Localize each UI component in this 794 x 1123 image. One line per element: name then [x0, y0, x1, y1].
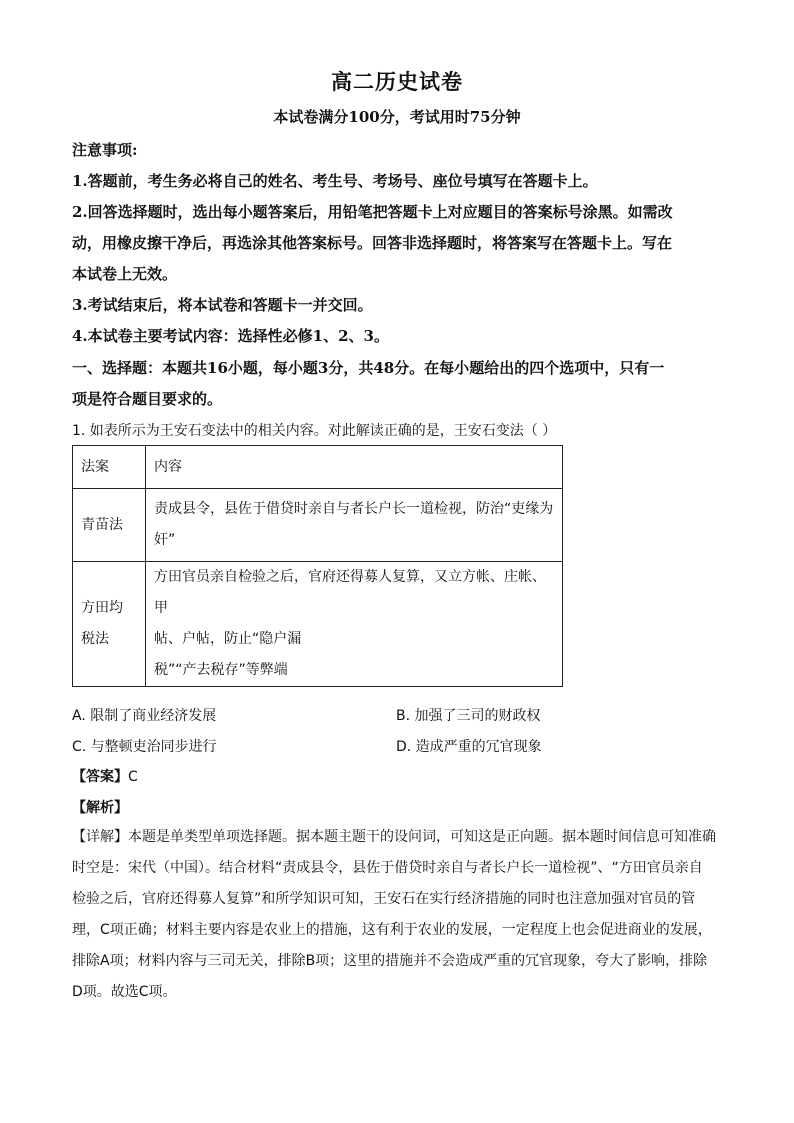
detail-line: 时空是：宋代（中国）。结合材料“责成县令，县佐于借贷时亲自与者长户长一道检视”、“方田官员亲自 — [72, 860, 703, 876]
notice-line-1: 1.答题前，考生务必将自己的姓名、考生号、考场号、座位号填写在答题卡上。 — [72, 172, 598, 190]
page-subtitle: 本试卷满分100分，考试用时75分钟 — [273, 108, 521, 126]
content-line: 税”“产去税存”等弊端 — [154, 662, 288, 678]
detail-line: D项。故选C项。 — [72, 984, 177, 1000]
table-cell-law — [73, 562, 146, 687]
notice-line-3: 动，用橡皮擦干净后，再选涂其他答案标号。回答非选择题时，将答案写在答题卡上。写在 — [72, 234, 673, 252]
notice-line-6: 4.本试卷主要考试内容：选择性必修1、2、3。 — [72, 327, 389, 345]
law-name-line: 税法 — [81, 631, 109, 647]
option-b[interactable]: B. 加强了三司的财政权 — [396, 708, 541, 724]
option-d[interactable]: D. 造成严重的冗官现象 — [396, 739, 542, 755]
section-heading-line-1: 一、选择题：本题共16小题，每小题3分，共48分。在每小题给出的四个选项中，只有一 — [72, 359, 665, 377]
detail-explanation — [72, 822, 724, 1008]
law-name-line: 方田均 — [81, 600, 123, 616]
detail-line: 【详解】本题是单类型单项选择题。据本题主题干的设问词，可知这是正向题。据本题时间信息可知准确 — [72, 829, 716, 845]
page-title: 高二历史试卷 — [331, 69, 463, 94]
detail-line: 理，C项正确；材料主要内容是农业上的措施，这有利于农业的发展，一定程度上也会促进商业的发展， — [72, 922, 712, 938]
table-cell-law — [73, 489, 146, 562]
option-c[interactable]: C. 与整顿吏治同步进行 — [72, 739, 217, 755]
table-cell-content — [146, 562, 563, 687]
question-1-stem: 1. 如表所示为王安石变法中的相关内容。对此解读正确的是，王安石变法（ ） — [72, 423, 557, 439]
analysis-label: 【解析】 — [72, 800, 128, 816]
law-name-line: 青苗法 — [81, 516, 123, 533]
content-line: 帖、户帖，防止“隐户漏 — [154, 631, 302, 647]
notice-line-4: 本试卷上无效。 — [72, 265, 178, 283]
notice-line-2: 2.回答选择题时，选出每小题答案后，用铅笔把答题卡上对应题目的答案标号涂黑。如需改 — [72, 203, 673, 221]
table-row — [73, 562, 563, 687]
table-cell-content — [146, 489, 563, 562]
detail-line: 排除A项；材料内容与三司无关，排除B项；这里的措施并不会造成严重的冗官现象，夸大了影响，排除 — [72, 953, 708, 969]
notice-line-5: 3.考试结束后，将本试卷和答题卡一并交回。 — [72, 296, 373, 314]
answer-label: 【答案】 — [72, 769, 128, 785]
content-line: 责成县令，县佐于借贷时亲自与者长户长一道检视，防治“吏缘为 — [154, 501, 554, 517]
content-line: 奸” — [154, 532, 176, 548]
answer-value: C — [128, 769, 138, 785]
detail-line: 检验之后，官府还得募人复算”和所学知识可知，王安石在实行经济措施的同时也注意加强对官员的管 — [72, 891, 696, 907]
table-row — [73, 489, 563, 562]
table-header-row — [73, 446, 563, 489]
section-heading-line-2: 项是符合题目要求的。 — [72, 390, 223, 408]
table-header-law: 法案 — [73, 446, 146, 489]
answer-line — [72, 766, 138, 786]
question-1-table — [72, 445, 563, 687]
notice-heading: 注意事项: — [72, 141, 138, 159]
content-line: 方田官员亲自检验之后，官府还得募人复算，又立方帐、庄帐、甲 — [154, 569, 546, 616]
table-header-content: 内容 — [146, 446, 563, 489]
option-a[interactable]: A. 限制了商业经济发展 — [72, 708, 217, 724]
analysis-line — [72, 797, 128, 817]
